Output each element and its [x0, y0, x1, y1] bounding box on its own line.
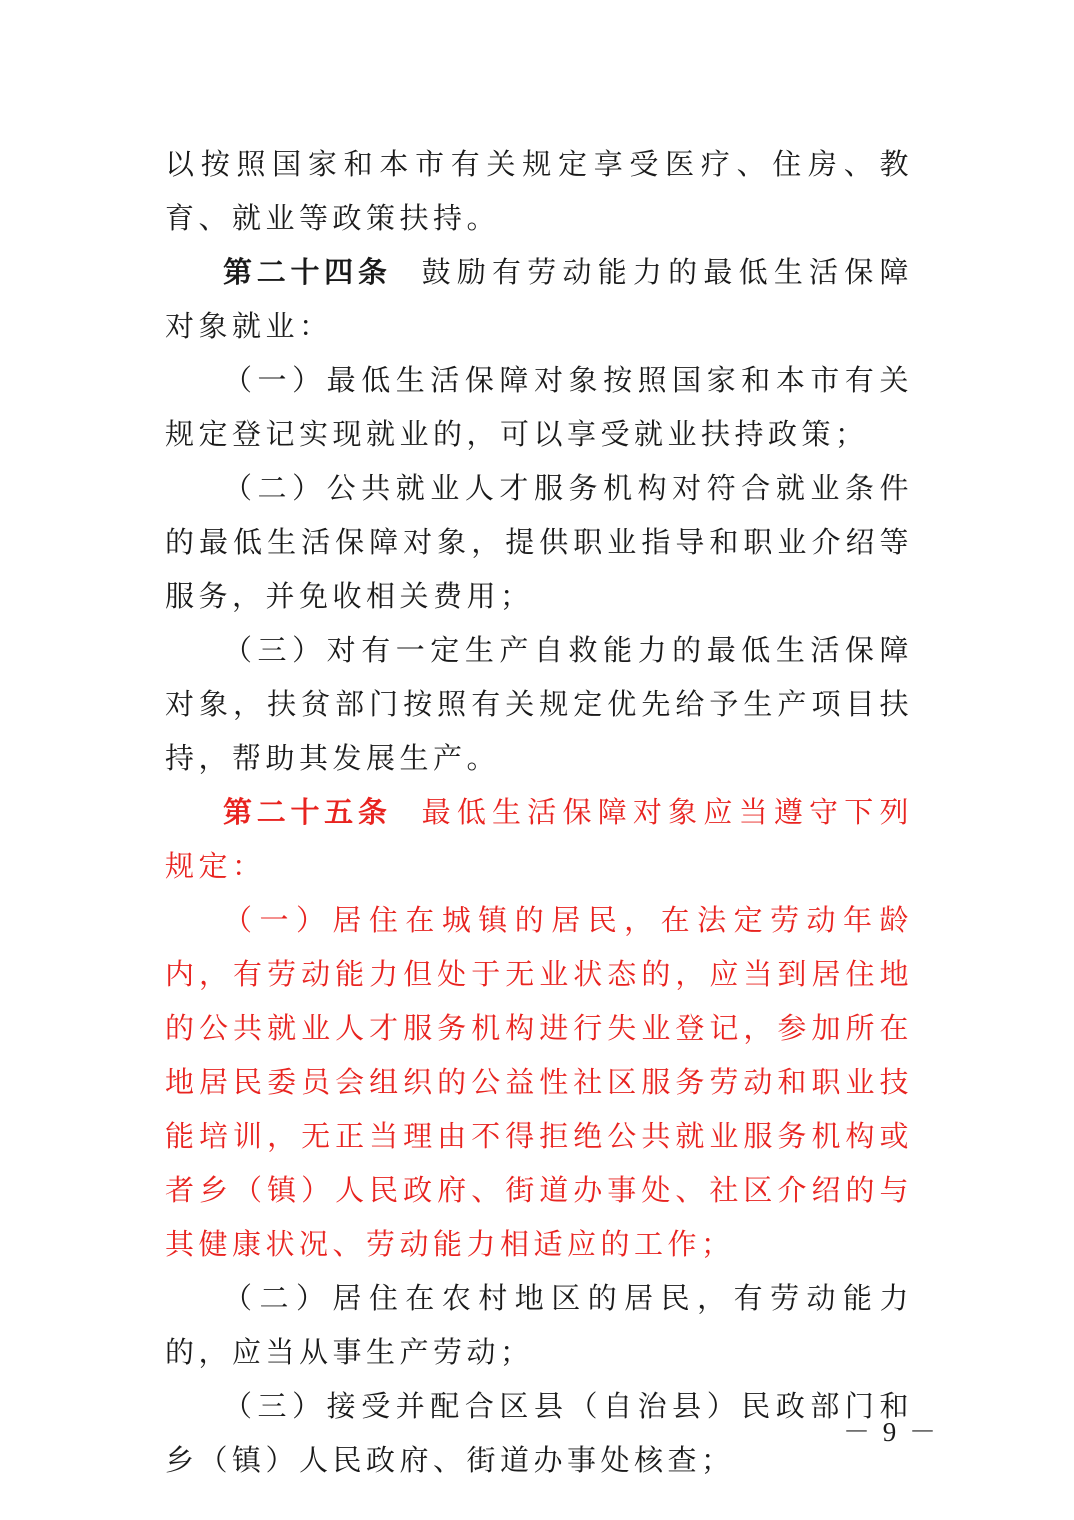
paragraph-text: 最低生活保障对象应当遵守下列规定：: [165, 795, 913, 883]
article-24-item-1: [165, 353, 913, 461]
paragraph-text: （三）对有一定生产自救能力的最低生活保障对象，扶贫部门按照有关规定优先给予生产项目扶持，帮助其发展生产。: [165, 633, 913, 775]
article-25-heading-paragraph: [165, 785, 913, 893]
article-25-item-1: [165, 893, 913, 1271]
paragraph-text: 以按照国家和本市有关规定享受医疗、住房、教育、就业等政策扶持。: [165, 147, 913, 235]
paragraph-text: （二）居住在农村地区的居民，有劳动能力的，应当从事生产劳动；: [165, 1281, 913, 1369]
page-number: － 9 －: [843, 1417, 939, 1447]
paragraph-text: 鼓励有劳动能力的最低生活保障对象就业：: [165, 255, 913, 343]
article-24-heading-paragraph: [165, 245, 913, 353]
article-24-item-2: [165, 461, 913, 623]
paragraph-text: （一）最低生活保障对象按照国家和本市有关规定登记实现就业的，可以享受就业扶持政策；: [165, 363, 913, 451]
paragraph-text: （三）接受并配合区县（自治县）民政部门和乡（镇）人民政府、街道办事处核查；: [165, 1389, 913, 1477]
document-body: [165, 137, 913, 1487]
article-title: 第二十四条: [223, 255, 392, 289]
article-title: 第二十五条: [223, 795, 392, 829]
paragraph-text: （一）居住在城镇的居民，在法定劳动年龄内，有劳动能力但处于无业状态的，应当到居住地的公共就业人才服务机构进行失业登记，参加所在地居民委员会组织的公益性社区服务劳动和职业技能培训，无正当理由不得拒绝公共就业服务机构或者乡（镇）人民政府、街道办事处、社区介绍的与其健康状况、劳动能力相适应的工作；: [165, 903, 913, 1261]
paragraph-continuation: [165, 137, 913, 245]
article-24-item-3: [165, 623, 913, 785]
paragraph-text: （二）公共就业人才服务机构对符合就业条件的最低生活保障对象，提供职业指导和职业介绍等服务，并免收相关费用；: [165, 471, 913, 613]
article-25-item-3: [165, 1379, 913, 1487]
article-25-item-2: [165, 1271, 913, 1379]
